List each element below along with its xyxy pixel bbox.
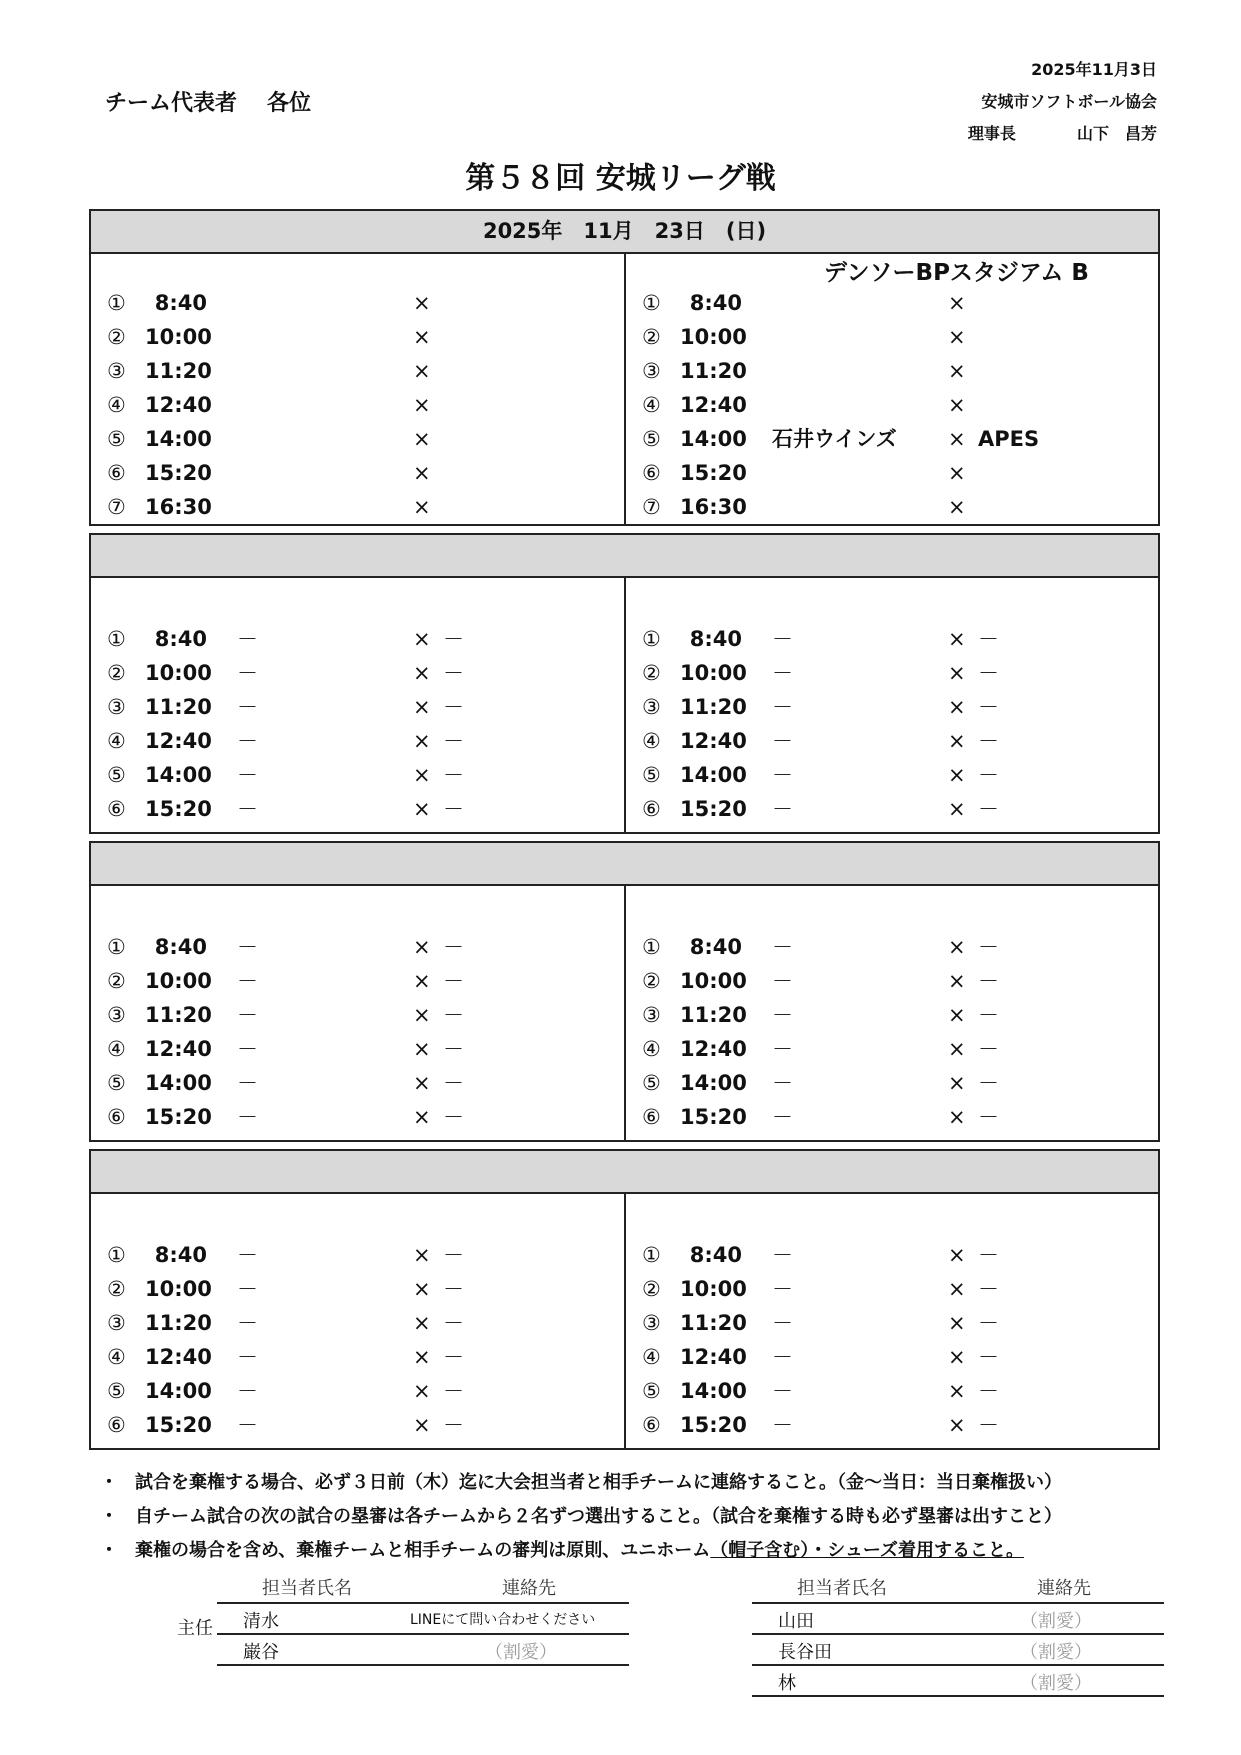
note-umpires: ・ 自チーム試合の次の試合の塁審は各チームから２名ずつ選出すること。（試合を棄権する時も必ず塁審は出すこと）: [100, 1506, 1062, 1527]
schedule-header-bar: [89, 841, 1160, 886]
organization: 安城市ソフトボール協会: [981, 92, 1157, 111]
field-right: ① 8:40 － × － ② 10:00 － × － ③ 11:20 － × － ④ 12:40 － × － ⑤ 14:00 － × － ⑥ 15:20 － × －: [642, 1243, 999, 1437]
contact-row: 巌谷 （割愛）: [217, 1635, 629, 1666]
note-forfeit-contact: ・ 試合を棄権する場合、必ず３日前（木）迄に大会担当者と相手チームに連絡すること。（金～当日：当日棄権扱い）: [100, 1472, 1062, 1493]
page-title: 第５８回 安城リーグ戦: [465, 161, 776, 196]
schedule-header-bar: [89, 533, 1160, 578]
schedule-date-bar: 2025年 11月 23日 (日): [89, 209, 1160, 254]
team-home: 石井ウインズ: [772, 427, 897, 451]
contact-row: 清水 LINEにて問い合わせください: [217, 1604, 629, 1635]
field-left: ① 8:40 × ② 10:00 × ③ 11:20 × ④ 12:40 × ⑤ 14:00 × ⑥ 15:20 × ⑦ 16:30 ×: [91, 252, 626, 524]
note-uniform: ・ 棄権の場合を含め、棄権チームと相手チームの審判は原則、ユニホーム（帽子含む）・シューズ着用すること。: [100, 1540, 1025, 1561]
field-right: デンソーBPスタジアム B ① 8:40 × ② 10:00 × ③ 11:20 × ④ 12:40 × ⑤ 14:00 石井ウインズ × APES ⑥ 15:20 × ⑦ 16:30 ×: [626, 252, 1159, 524]
issue-date: 2025年11月3日: [1031, 60, 1157, 79]
field-left: ① 8:40 － × － ② 10:00 － × － ③ 11:20 － × － ④ 12:40 － × － ⑤ 14:00 － × － ⑥ 15:20 － × －: [91, 884, 626, 1140]
schedule-body: [89, 576, 1160, 834]
schedule-body: [89, 884, 1160, 1142]
addressee: チーム代表者 各位: [105, 91, 312, 116]
role-label: 主任: [177, 1618, 213, 1639]
field-right: ① 8:40 － × － ② 10:00 － × － ③ 11:20 － × － ④ 12:40 － × － ⑤ 14:00 － × － ⑥ 15:20 － × －: [642, 627, 999, 821]
field-left: ① 8:40 － × － ② 10:00 － × － ③ 11:20 － × － ④ 12:40 － × － ⑤ 14:00 － × － ⑥ 15:20 － × －: [91, 1192, 626, 1448]
chair-title: 理事長: [967, 124, 1016, 143]
chair-name: 山下 昌芳: [1076, 124, 1157, 143]
team-away: APES: [978, 427, 1040, 451]
contact-table-left: 担当者氏名 連絡先 清水 LINEにて問い合わせください 巌谷 （割愛）: [217, 1572, 629, 1666]
field-right: ① 8:40 － × － ② 10:00 － × － ③ 11:20 － × － ④ 12:40 － × － ⑤ 14:00 － × － ⑥ 15:20 － × －: [642, 935, 999, 1129]
schedule-header-bar: [89, 1149, 1160, 1194]
contact-table-right: 担当者氏名 連絡先 山田 （割愛） 長谷田 （割愛） 林 （割愛）: [752, 1572, 1164, 1697]
chair-line: [968, 118, 1157, 150]
schedule-body: [89, 252, 1160, 526]
field-left: ① 8:40 － × － ② 10:00 － × － ③ 11:20 － × － ④ 12:40 － × － ⑤ 14:00 － × － ⑥ 15:20 － × －: [91, 576, 626, 832]
contact-row: 林 （割愛）: [752, 1666, 1164, 1697]
contact-row: 長谷田 （割愛）: [752, 1635, 1164, 1666]
venue-name: デンソーBPスタジアム B: [824, 260, 1089, 286]
contact-row: 山田 （割愛）: [752, 1604, 1164, 1635]
schedule-body: [89, 1192, 1160, 1450]
